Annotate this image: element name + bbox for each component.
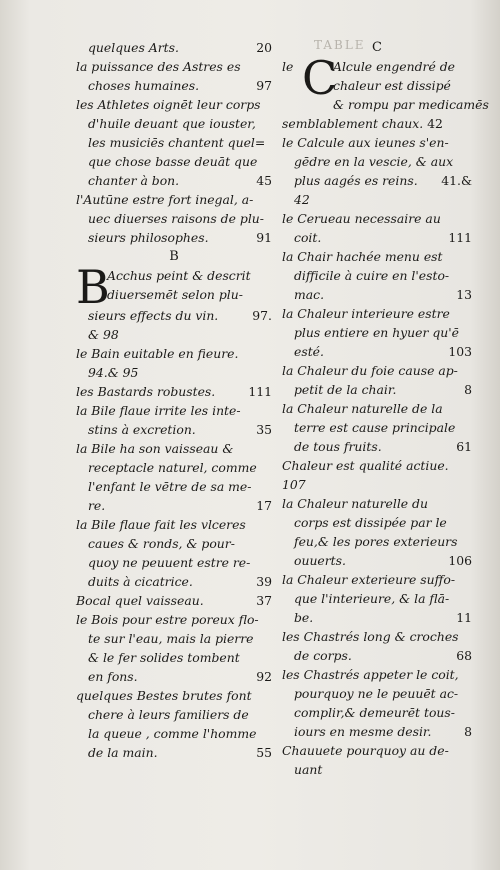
entry-text: la Chair hachée menu est bbox=[282, 249, 443, 264]
entry-text: iours en mesme desir. bbox=[294, 724, 432, 739]
index-entry-line bbox=[282, 722, 472, 741]
page-number: 37 bbox=[256, 593, 272, 608]
entry-text: quelques Arts. bbox=[88, 40, 179, 55]
index-entry-line bbox=[76, 209, 272, 228]
page-number: 91 bbox=[256, 230, 272, 245]
page-number: 106 bbox=[448, 553, 472, 568]
index-entry-line bbox=[76, 439, 272, 458]
entry-text: la Chaleur naturelle du bbox=[282, 496, 428, 511]
entry-text: sieurs effects du vin. bbox=[88, 308, 219, 323]
index-entry-line bbox=[282, 152, 472, 171]
entry-text: te sur l'eau, mais la pierre bbox=[88, 631, 254, 646]
index-entry-line bbox=[282, 684, 472, 703]
entries-c-section bbox=[282, 133, 472, 779]
entry-text: re. bbox=[88, 498, 106, 513]
dropcap-c-lines bbox=[282, 51, 489, 133]
index-entry-line bbox=[76, 382, 272, 401]
entries-b-section bbox=[76, 306, 272, 762]
page-number: 103 bbox=[448, 344, 472, 359]
index-entry-line bbox=[282, 76, 472, 95]
index-entry-line bbox=[282, 361, 472, 380]
index-entry-line bbox=[282, 399, 472, 418]
dropcap-entry-b bbox=[76, 260, 272, 314]
entry-text: & le fer solides tombent bbox=[88, 650, 240, 665]
entry-text: quoy ne peuuent estre re- bbox=[88, 555, 251, 570]
entry-text: la Chaleur exterieure suffo- bbox=[282, 572, 456, 587]
index-entry-line bbox=[76, 553, 272, 572]
page-number: 8 bbox=[464, 382, 472, 397]
index-entry-line bbox=[76, 458, 272, 477]
index-entry-line bbox=[282, 475, 472, 494]
entry-text: 94.& 95 bbox=[88, 365, 139, 380]
index-entry-line bbox=[282, 133, 472, 152]
dropcap-c: C bbox=[302, 51, 338, 105]
entry-text: la puissance des Astres es bbox=[76, 59, 241, 74]
index-entry-line bbox=[282, 380, 472, 399]
page-number: 97. bbox=[252, 308, 272, 323]
index-entry-line bbox=[76, 496, 272, 515]
index-entry-line bbox=[282, 741, 472, 760]
entry-text: Alcule engendré de bbox=[333, 59, 456, 74]
index-entry-line bbox=[76, 95, 272, 114]
index-entry-line bbox=[282, 608, 472, 627]
entry-text: la Bile ha son vaisseau & bbox=[76, 441, 234, 456]
index-entry-line bbox=[76, 76, 272, 95]
index-entry-line bbox=[76, 648, 272, 667]
entry-text: les Chastrés long & croches bbox=[282, 629, 459, 644]
section-letter-b: B bbox=[169, 249, 179, 264]
index-entry-line bbox=[282, 513, 472, 532]
dropcap-b-lines bbox=[76, 260, 272, 314]
page-number: 35 bbox=[256, 422, 272, 437]
index-entry-line bbox=[76, 591, 272, 610]
entry-text: terre est cause principale bbox=[294, 420, 456, 435]
entry-text: de corps. bbox=[294, 648, 352, 663]
entry-text: semblablement chaux. bbox=[282, 116, 424, 131]
index-entry-line bbox=[76, 515, 272, 534]
entry-text: pourquoy ne le peuuēt ac- bbox=[294, 686, 459, 701]
entry-text: 42 bbox=[294, 192, 310, 207]
index-column-right bbox=[282, 38, 489, 779]
page-number: 61 bbox=[456, 439, 472, 454]
index-entry-line bbox=[282, 190, 472, 209]
index-entry-line bbox=[282, 532, 472, 551]
index-entry-line bbox=[282, 570, 472, 589]
bleed-through-header: TABLE bbox=[314, 38, 366, 52]
index-entry-line bbox=[76, 534, 272, 553]
page-number: 68 bbox=[456, 648, 472, 663]
index-entry-line bbox=[282, 228, 472, 247]
index-entry-line bbox=[282, 304, 472, 323]
index-entry-line bbox=[282, 57, 472, 76]
entry-text: caues & ronds, & pour- bbox=[88, 536, 235, 551]
index-entry-line bbox=[282, 285, 472, 304]
index-entry-line bbox=[76, 133, 272, 152]
index-entry-line bbox=[282, 209, 472, 228]
dropcap-c-prefix: le bbox=[282, 59, 294, 74]
entry-text: chere à leurs familiers de bbox=[88, 707, 249, 722]
entry-text: duits à cicatrice. bbox=[88, 574, 193, 589]
entry-text: le Calcule aux ieunes s'en- bbox=[282, 135, 449, 150]
index-entry-line bbox=[76, 724, 272, 743]
page-number: 13 bbox=[456, 287, 472, 302]
index-entry-line bbox=[282, 646, 472, 665]
entry-text: plus entiere en hyuer qu'ē bbox=[294, 325, 460, 340]
entry-text: corps est dissipée par le bbox=[294, 515, 447, 530]
index-entry-line bbox=[76, 401, 272, 420]
entry-text: la Chaleur du foie cause ap- bbox=[282, 363, 458, 378]
entry-text: de tous fruits. bbox=[294, 439, 382, 454]
index-entry-line bbox=[76, 420, 272, 439]
entry-text: que chose basse deuāt que bbox=[88, 154, 258, 169]
dropcap-entry-c bbox=[282, 51, 489, 133]
page-number: 97 bbox=[256, 78, 272, 93]
entry-text: la Chaleur interieure estre bbox=[282, 306, 450, 321]
index-entry-line bbox=[76, 228, 272, 247]
index-entry-line bbox=[282, 627, 472, 646]
index-entry-line bbox=[76, 325, 272, 344]
page-number: 8 bbox=[464, 724, 472, 739]
entry-text: les Athletes oignēt leur corps bbox=[76, 97, 261, 112]
page-number: 11 bbox=[456, 610, 472, 625]
entry-text: les Chastrés appeter le coit, bbox=[282, 667, 459, 682]
entry-text: le Cerueau necessaire au bbox=[282, 211, 441, 226]
entry-text: gēdre en la vescie, & aux bbox=[294, 154, 454, 169]
index-entry-line bbox=[76, 743, 272, 762]
entry-text: mac. bbox=[294, 287, 325, 302]
entry-text: chanter à bon. bbox=[88, 173, 180, 188]
page-number: 17 bbox=[256, 498, 272, 513]
page-number: 92 bbox=[256, 669, 272, 684]
index-entry-line bbox=[282, 323, 472, 342]
index-entry-line bbox=[76, 57, 272, 76]
index-entry-line bbox=[76, 38, 272, 57]
index-entry-line bbox=[76, 705, 272, 724]
entry-text: sieurs philosophes. bbox=[88, 230, 209, 245]
entry-text: Acchus peint & descrit bbox=[107, 268, 251, 283]
entry-text: ouuerts. bbox=[294, 553, 346, 568]
index-entry-line bbox=[76, 266, 272, 285]
entry-text: Chaleur est qualité actiue. bbox=[282, 458, 449, 473]
index-entry-line bbox=[282, 418, 472, 437]
entry-text: les musiciēs chantent quel= bbox=[88, 135, 266, 150]
index-entry-line bbox=[76, 667, 272, 686]
index-entry-line bbox=[282, 95, 489, 114]
index-entry-line bbox=[76, 629, 272, 648]
dropcap-b: B bbox=[76, 260, 110, 314]
page-number: 55 bbox=[256, 745, 272, 760]
entry-text: stins à excretion. bbox=[88, 422, 196, 437]
entry-text: la Bile flaue fait les vlceres bbox=[76, 517, 246, 532]
page-number: 45 bbox=[256, 173, 272, 188]
index-entry-line bbox=[76, 477, 272, 496]
entry-text: que l'interieure, & la flā- bbox=[294, 591, 450, 606]
index-entry-line bbox=[76, 610, 272, 629]
page-number: 39 bbox=[256, 574, 272, 589]
entry-text: l'Autūne estre fort inegal, a- bbox=[76, 192, 254, 207]
entry-text: Bocal quel vaisseau. bbox=[76, 593, 204, 608]
index-entry-line bbox=[282, 266, 472, 285]
entry-text: uec diuerses raisons de plu- bbox=[88, 211, 264, 226]
entry-text: complir,& demeurēt tous- bbox=[294, 705, 455, 720]
page-number: 41.& bbox=[441, 173, 472, 188]
entry-text: plus aagés es reins. bbox=[294, 173, 418, 188]
entry-text: & 98 bbox=[88, 327, 119, 342]
entry-text: de la main. bbox=[88, 745, 158, 760]
page-number: 20 bbox=[256, 40, 272, 55]
index-entry-line bbox=[282, 437, 472, 456]
section-letter-c: C bbox=[372, 40, 382, 55]
index-entry-line bbox=[76, 344, 272, 363]
index-entry-line bbox=[282, 247, 472, 266]
index-entry-line bbox=[282, 551, 472, 570]
index-entry-line bbox=[282, 665, 472, 684]
entry-text: & rompu par medicamēs bbox=[333, 97, 489, 112]
entry-text: le Bois pour estre poreux flo- bbox=[76, 612, 259, 627]
index-entry-line bbox=[76, 114, 272, 133]
index-entry-line bbox=[282, 342, 472, 361]
index-entry-line bbox=[76, 686, 272, 705]
index-entry-line bbox=[76, 285, 272, 304]
index-entry-line bbox=[76, 572, 272, 591]
page-number: 111 bbox=[448, 230, 472, 245]
entry-text: difficile à cuire en l'esto- bbox=[294, 268, 450, 283]
entry-text: choses humaines. bbox=[88, 78, 200, 93]
index-entry-line bbox=[76, 306, 272, 325]
index-entry-line bbox=[282, 114, 472, 133]
index-entry-line bbox=[76, 190, 272, 209]
entry-text: diuersemēt selon plu- bbox=[107, 287, 243, 302]
entry-text: le Bain euitable en fieure. bbox=[76, 346, 239, 361]
entry-text: petit de la chair. bbox=[294, 382, 397, 397]
index-column-left bbox=[76, 38, 272, 762]
page-number: 111 bbox=[248, 384, 272, 399]
entry-text: quelques Bestes brutes font bbox=[76, 688, 252, 703]
index-entry-line bbox=[76, 152, 272, 171]
entry-text: 107 bbox=[282, 477, 306, 492]
index-entry-line bbox=[282, 171, 472, 190]
entry-text: Chauuete pourquoy au de- bbox=[282, 743, 449, 758]
entry-text: feu,& les pores exterieurs bbox=[294, 534, 458, 549]
entries-a-section bbox=[76, 38, 272, 247]
entry-text: esté. bbox=[294, 344, 324, 359]
entry-text: la queue , comme l'homme bbox=[88, 726, 257, 741]
entry-text: uant bbox=[294, 762, 323, 777]
index-entry-line bbox=[282, 703, 472, 722]
entry-text: la Chaleur naturelle de la bbox=[282, 401, 443, 416]
index-entry-line bbox=[282, 589, 472, 608]
entry-text: chaleur est dissipé bbox=[333, 78, 451, 93]
entry-text: l'enfant le vētre de sa me- bbox=[88, 479, 252, 494]
entry-text: la Bile flaue irrite les inte- bbox=[76, 403, 241, 418]
entry-text: en fons. bbox=[88, 669, 138, 684]
entry-text: les Bastards robustes. bbox=[76, 384, 216, 399]
entry-text: coit. bbox=[294, 230, 322, 245]
index-entry-line bbox=[76, 171, 272, 190]
entry-text: receptacle naturel, comme bbox=[88, 460, 257, 475]
index-entry-line bbox=[282, 760, 472, 779]
entry-text: d'huile deuant que iouster, bbox=[88, 116, 256, 131]
page-number: 42 bbox=[427, 116, 443, 131]
entry-text: be. bbox=[294, 610, 314, 625]
index-entry-line bbox=[76, 363, 272, 382]
index-entry-line bbox=[282, 494, 472, 513]
index-entry-line bbox=[282, 456, 472, 475]
